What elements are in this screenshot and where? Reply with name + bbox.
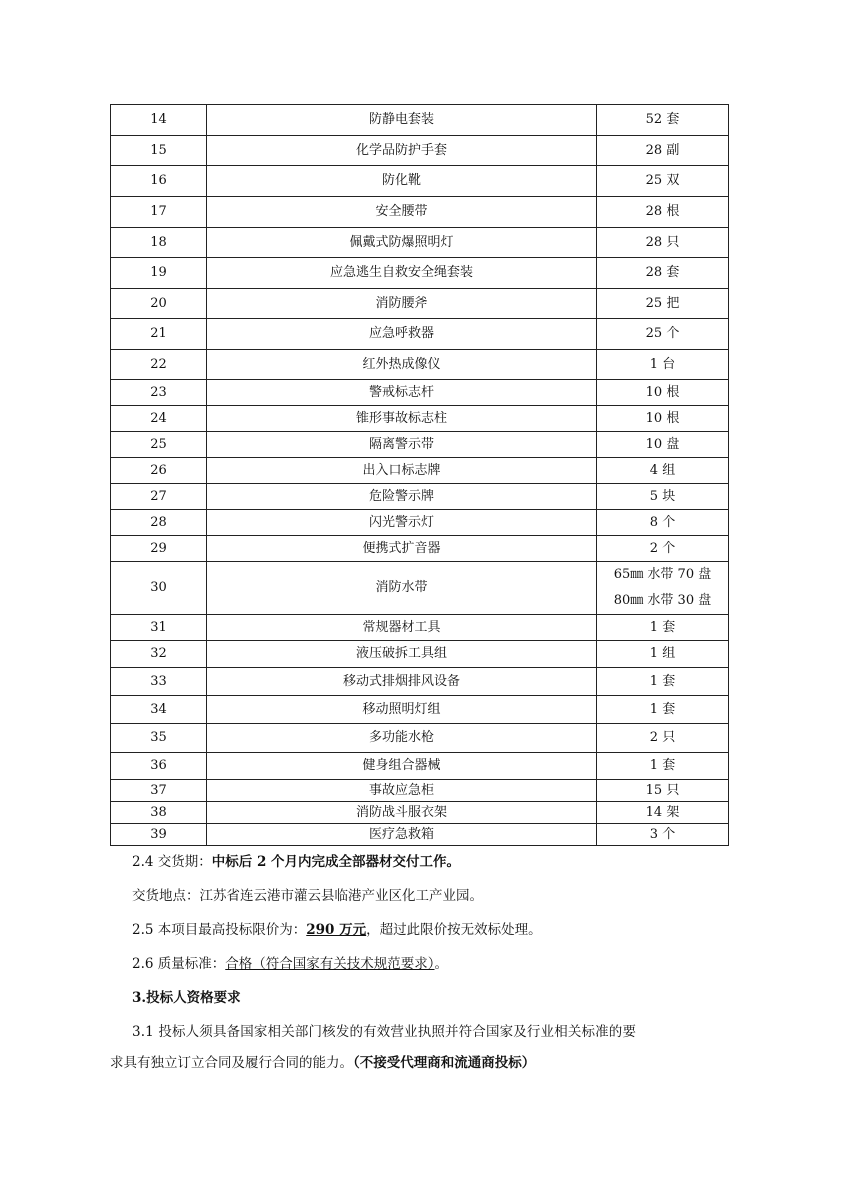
- max-price: [132, 920, 750, 940]
- item-quantity: [597, 319, 729, 350]
- item-name: 消防腰斧: [207, 289, 597, 319]
- item-name: 便携式扩音器: [207, 536, 597, 562]
- quantity-text: 8 个: [649, 514, 676, 530]
- item-number: 37: [111, 780, 207, 802]
- table-row: [111, 615, 729, 641]
- item-number: 25: [111, 432, 207, 458]
- item-number: 15: [111, 136, 207, 166]
- requirement-bold: （不接受代理商和流通商投标）: [353, 1055, 536, 1071]
- table-row: [111, 289, 729, 319]
- table-row: [111, 753, 729, 780]
- table-row: [111, 484, 729, 510]
- requirement-normal: 求具有独立订立合同及履行合同的能力。: [110, 1055, 353, 1071]
- table-row: [111, 258, 729, 289]
- item-name: 液压破拆工具组: [207, 641, 597, 668]
- item-name: 移动式排烟排风设备: [207, 668, 597, 696]
- item-number: 26: [111, 458, 207, 484]
- item-number: 28: [111, 510, 207, 536]
- requirement-line-1: 3.1 投标人须具备国家相关部门核发的有效营业执照并符合国家及行业相关标准的要: [132, 1024, 637, 1040]
- item-number: 35: [111, 724, 207, 753]
- quality-end: 。: [434, 956, 449, 972]
- delivery-period: [132, 852, 750, 872]
- item-name: 防化靴: [207, 166, 597, 197]
- table-row: [111, 406, 729, 432]
- delivery-period-value: 中标后 2 个月内完成全部器材交付工作。: [211, 854, 461, 870]
- item-quantity: [597, 432, 729, 458]
- max-price-value: 290 万元: [306, 922, 367, 938]
- item-name: 健身组合器械: [207, 753, 597, 780]
- item-quantity: [597, 780, 729, 802]
- item-name: 警戒标志杆: [207, 380, 597, 406]
- item-name: 防静电套装: [207, 105, 597, 136]
- item-name: 多功能水枪: [207, 724, 597, 753]
- table-row: [111, 105, 729, 136]
- item-quantity: [597, 641, 729, 668]
- table-row: [111, 668, 729, 696]
- quantity-text: 1 组: [649, 646, 676, 662]
- item-name: 佩戴式防爆照明灯: [207, 228, 597, 258]
- item-quantity: [597, 458, 729, 484]
- max-price-suffix: ，超过此限价按无效标处理。: [366, 922, 542, 938]
- quantity-text: 1 套: [649, 758, 676, 774]
- item-number: 21: [111, 319, 207, 350]
- item-number: 34: [111, 696, 207, 724]
- quantity-text: 65㎜ 水带 70 盘: [613, 567, 712, 582]
- item-number: 24: [111, 406, 207, 432]
- item-quantity: [597, 724, 729, 753]
- item-name: 化学品防护手套: [207, 136, 597, 166]
- quality-label: 2.6 质量标准：: [132, 956, 226, 972]
- item-quantity: [597, 484, 729, 510]
- table-row: [111, 197, 729, 228]
- quantity-text: 28 只: [645, 234, 680, 250]
- table-row: [111, 824, 729, 846]
- item-quantity: [597, 289, 729, 319]
- table-row: [111, 562, 729, 615]
- item-name: 危险警示牌: [207, 484, 597, 510]
- item-number: 23: [111, 380, 207, 406]
- table-row: [111, 510, 729, 536]
- quantity-text: 28 副: [645, 142, 680, 158]
- item-number: 30: [111, 562, 207, 615]
- delivery-period-label: 2.4 交货期：: [132, 854, 212, 870]
- item-quantity: [597, 228, 729, 258]
- item-number: 27: [111, 484, 207, 510]
- item-name: 出入口标志牌: [207, 458, 597, 484]
- item-number: 39: [111, 824, 207, 846]
- table-row: [111, 228, 729, 258]
- item-name: 应急逃生自救安全绳套装: [207, 258, 597, 289]
- quantity-text: 1 台: [649, 356, 676, 372]
- item-number: 38: [111, 802, 207, 824]
- item-name: 锥形事故标志柱: [207, 406, 597, 432]
- item-number: 18: [111, 228, 207, 258]
- table-row: [111, 136, 729, 166]
- quantity-text: 28 套: [645, 265, 680, 281]
- max-price-prefix: 2.5 本项目最高投标限价为：: [132, 922, 307, 938]
- quality-value: 合格（符合国家有关技术规范要求）: [225, 956, 435, 972]
- item-quantity: [597, 536, 729, 562]
- item-name: 应急呼救器: [207, 319, 597, 350]
- item-quantity: [597, 105, 729, 136]
- quantity-text: 1 套: [649, 701, 676, 717]
- quantity-text: 15 只: [645, 782, 680, 798]
- equipment-table: [110, 104, 729, 846]
- table-row: [111, 802, 729, 824]
- table-row: [111, 432, 729, 458]
- item-number: 14: [111, 105, 207, 136]
- quantity-text: 2 只: [649, 730, 676, 746]
- item-name: 移动照明灯组: [207, 696, 597, 724]
- item-name: 医疗急救箱: [207, 824, 597, 846]
- item-quantity: [597, 380, 729, 406]
- item-quantity: [597, 753, 729, 780]
- quantity-text: 4 组: [649, 462, 676, 478]
- item-number: 29: [111, 536, 207, 562]
- item-name: 事故应急柜: [207, 780, 597, 802]
- item-quantity: [597, 258, 729, 289]
- quantity-text: 10 根: [645, 410, 680, 426]
- quantity-text: 25 把: [645, 295, 680, 311]
- item-number: 19: [111, 258, 207, 289]
- item-number: 20: [111, 289, 207, 319]
- item-number: 36: [111, 753, 207, 780]
- item-number: 16: [111, 166, 207, 197]
- quantity-text: 25 双: [645, 173, 680, 189]
- quantity-text: 1 套: [649, 673, 676, 689]
- item-quantity: [597, 615, 729, 641]
- item-name: 安全腰带: [207, 197, 597, 228]
- delivery-place: 交货地点：江苏省连云港市灌云县临港产业区化工产业园。: [132, 888, 483, 904]
- quantity-text: 14 架: [645, 804, 680, 820]
- table-row: [111, 724, 729, 753]
- item-number: 17: [111, 197, 207, 228]
- quantity-text: 80㎜ 水带 30 盘: [613, 593, 712, 608]
- section-heading: 3.投标人资格要求: [132, 990, 241, 1006]
- item-name: 闪光警示灯: [207, 510, 597, 536]
- item-quantity: [597, 350, 729, 380]
- quantity-text: 10 根: [645, 384, 680, 400]
- quantity-text: 52 套: [645, 112, 680, 128]
- item-quantity: [597, 802, 729, 824]
- item-quantity: [597, 510, 729, 536]
- quantity-text: 2 个: [649, 540, 676, 556]
- quantity-text: 5 块: [649, 488, 676, 504]
- table-row: [111, 166, 729, 197]
- quantity-text: 3 个: [649, 826, 676, 842]
- requirement-line-2: [110, 1053, 728, 1073]
- quantity-text: 10 盘: [645, 436, 680, 452]
- table-row: [111, 536, 729, 562]
- quantity-text: 25 个: [645, 326, 680, 342]
- item-number: 33: [111, 668, 207, 696]
- item-quantity: [597, 136, 729, 166]
- table-row: [111, 350, 729, 380]
- item-number: 22: [111, 350, 207, 380]
- table-body: [111, 105, 729, 846]
- table-row: [111, 319, 729, 350]
- item-name: 常规器材工具: [207, 615, 597, 641]
- item-quantity: [597, 696, 729, 724]
- item-name: 消防水带: [207, 562, 597, 615]
- table-row: [111, 780, 729, 802]
- item-quantity: [597, 406, 729, 432]
- table-row: [111, 696, 729, 724]
- item-quantity: [597, 197, 729, 228]
- item-quantity: [597, 562, 729, 615]
- table-row: [111, 458, 729, 484]
- item-number: 32: [111, 641, 207, 668]
- item-name: 消防战斗服衣架: [207, 802, 597, 824]
- item-quantity: [597, 166, 729, 197]
- quantity-text: 1 套: [649, 619, 676, 635]
- item-quantity: [597, 824, 729, 846]
- quality-standard: [132, 954, 750, 974]
- table-row: [111, 641, 729, 668]
- item-name: 隔离警示带: [207, 432, 597, 458]
- item-name: 红外热成像仪: [207, 350, 597, 380]
- item-number: 31: [111, 615, 207, 641]
- item-quantity: [597, 668, 729, 696]
- table-row: [111, 380, 729, 406]
- quantity-text: 28 根: [645, 204, 680, 220]
